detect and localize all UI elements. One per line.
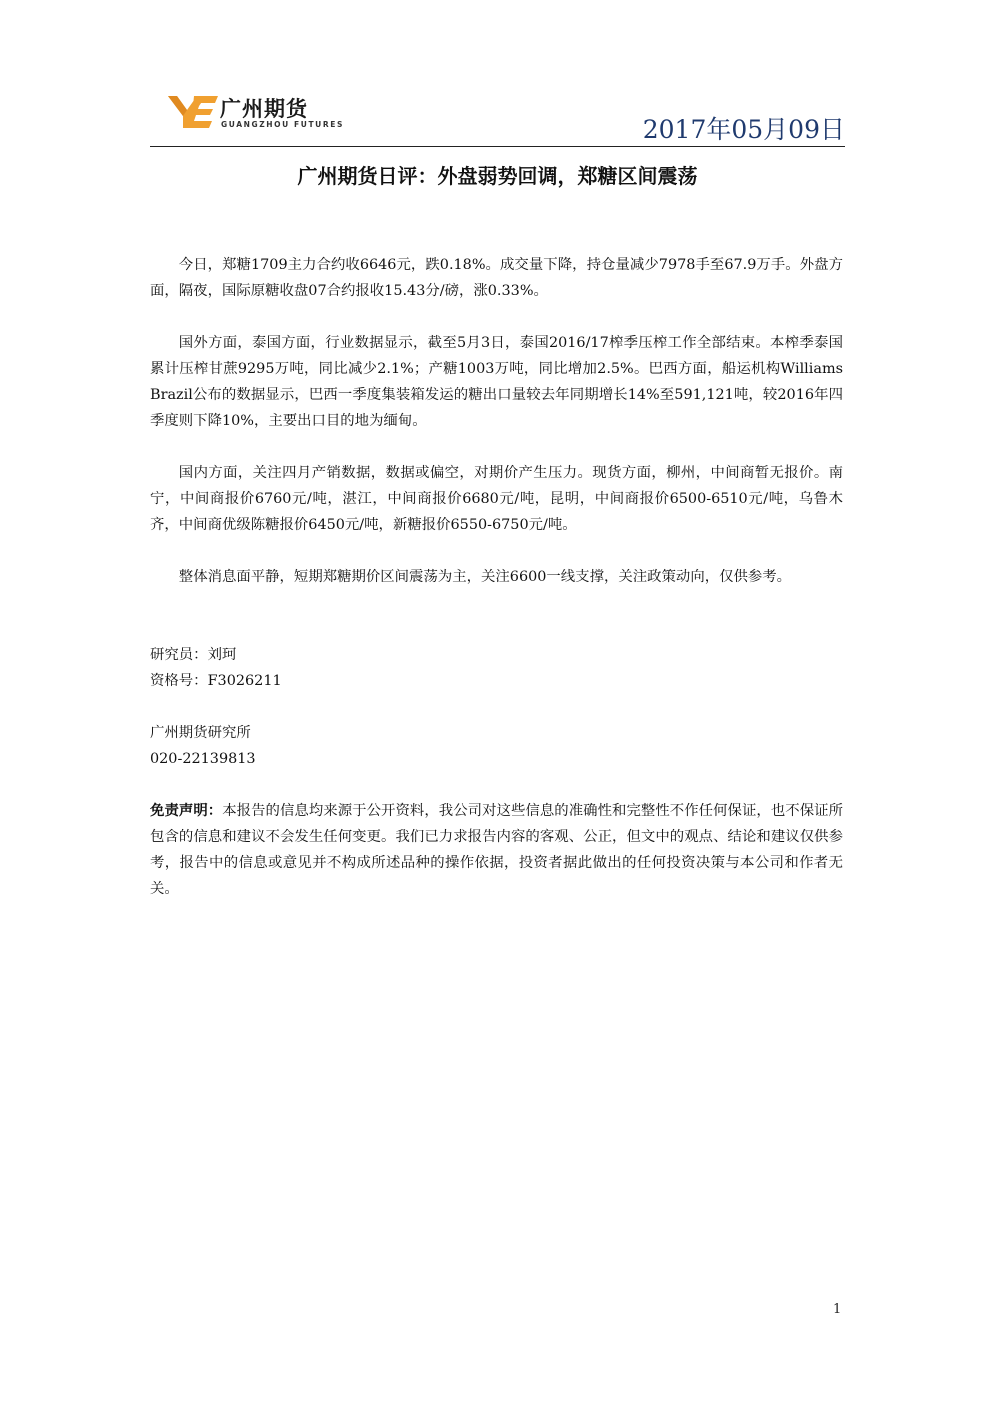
researcher-name: 研究员：刘珂	[150, 647, 237, 663]
spacer	[150, 772, 843, 798]
paragraph-domestic: 国内方面，关注四月产销数据，数据或偏空，对期价产生压力。现货方面，柳州，中间商暂无报价。南宁，中间商报价6760元/吨，湛江，中间商报价6680元/吨，昆明，中间商报价6500-6510元/吨，乌鲁木齐，中间商优级陈糖报价6450元/吨，新糖报价6550-6750元/吨。	[150, 465, 843, 533]
paragraph-market-summary: 今日，郑糖1709主力合约收6646元，跌0.18%。成交量下降，持仓量减少7978手至67.9万手。外盘方面，隔夜，国际原糖收盘07合约报收15.43分/磅，涨0.33%。	[150, 257, 843, 299]
disclaimer-text: 本报告的信息均来源于公开资料，我公司对这些信息的准确性和完整性不作任何保证，也不保证所包含的信息和建议不会发生任何变更。我们已力求报告内容的客观、公正，但文中的观点、结论和建议仅供参考，报告中的信息或意见并不构成所述品种的操作依据，投资者据此做出的任何投资决策与本公司和作者无关。	[150, 803, 843, 897]
spacer	[150, 694, 843, 720]
paragraph-outlook: 整体消息面平静，短期郑糖期价区间震荡为主，关注6600一线支撑，关注政策动向，仅供参考。	[178, 569, 792, 585]
report-body	[150, 252, 843, 902]
spacer	[150, 616, 843, 642]
researcher-license: 资格号：F3026211	[150, 673, 282, 689]
company-logo	[168, 90, 358, 136]
disclaimer	[150, 798, 843, 902]
report-date: 2017年05月09日	[642, 115, 845, 144]
logo-chinese-name: 广州期货	[220, 97, 308, 121]
logo-english-name: GUANGZHOU FUTURES	[221, 120, 344, 129]
page-header	[150, 82, 845, 148]
institute-phone: 020-22139813	[150, 751, 256, 767]
paragraph-overseas: 国外方面，泰国方面，行业数据显示，截至5月3日，泰国2016/17榨季压榨工作全部结束。本榨季泰国累计压榨甘蔗9295万吨，同比减少2.1%；产糖1003万吨，同比增加2.5%。巴西方面，船运机构Williams Brazil公布的数据显示，巴西一季度集装箱发运的糖出口量较去年同期增长14%至591,121吨，较2016年四季度则下降10%，主要出口目的地为缅甸。	[150, 335, 843, 429]
page-number: 1	[833, 1302, 842, 1317]
institute-name: 广州期货研究所	[150, 725, 251, 741]
report-title: 广州期货日评：外盘弱势回调，郑糖区间震荡	[297, 164, 698, 188]
header-divider	[150, 146, 845, 147]
disclaimer-label: 免责声明：	[150, 803, 223, 819]
logo-mark-icon	[168, 90, 218, 130]
